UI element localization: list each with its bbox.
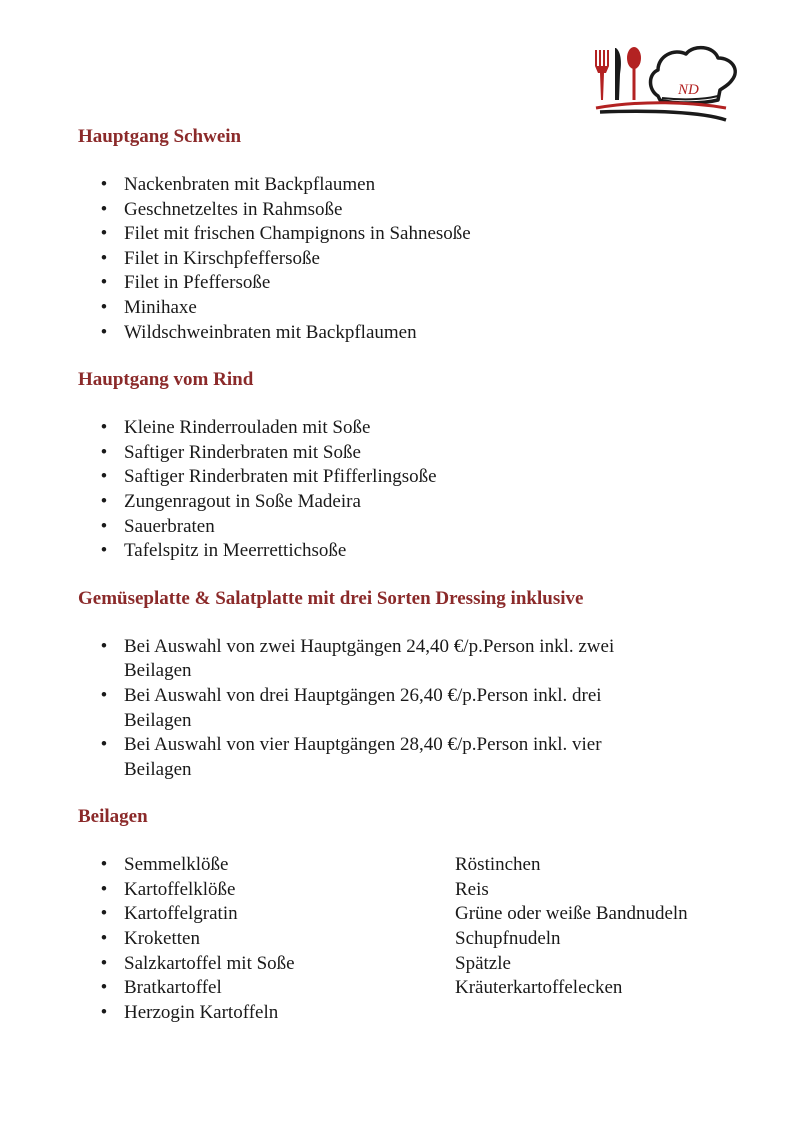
list-item: • Kartoffelgratin (100, 903, 238, 925)
section-title: Hauptgang vom Rind (78, 369, 254, 391)
section-title: Gemüseplatte & Salatplatte mit drei Sorten Dressing inklusive (78, 587, 584, 609)
list-item: • Herzogin Kartoffeln (100, 1001, 279, 1023)
list-item: • Bei Auswahl von drei Hauptgängen 26,40 €/p.Person inkl. drei Beilagen (100, 684, 602, 731)
section-hauptgang-rind (78, 367, 728, 564)
list-item: • Wildschweinbraten mit Backpflaumen (100, 321, 417, 343)
list-item: • Semmelklöße (100, 854, 229, 876)
list-item: • Sauerbraten (100, 515, 215, 537)
beilagen-right-list (455, 853, 688, 1001)
restaurant-logo (592, 40, 742, 124)
list-item: Spätzle (455, 952, 511, 974)
logo-monogram: ND (678, 82, 699, 98)
list-item: • Bei Auswahl von vier Hauptgängen 28,40 €/p.Person inkl. vier Beilagen (100, 734, 602, 780)
item-list (78, 416, 728, 564)
list-item: • Salzkartoffel mit Soße (100, 952, 295, 974)
section-gemueseplatte-preise (78, 586, 728, 783)
list-item: • Zungenragout in Soße Madeira (100, 490, 361, 512)
list-item: Kräuterkartoffelecken (455, 977, 623, 999)
section-hauptgang-schwein (78, 124, 728, 345)
list-item: • Kleine Rinderrouladen mit Soße (100, 417, 371, 439)
list-item: • Bei Auswahl von zwei Hauptgängen 24,40 €/p.Person inkl. zwei Beilagen (100, 635, 615, 682)
list-item: • Filet in Pfeffersoße (100, 272, 271, 294)
knife-icon (615, 48, 621, 100)
list-item: • Tafelspitz in Meerrettichsoße (100, 540, 347, 562)
list-item: • Geschnetzeltes in Rahmsoße (100, 198, 343, 220)
list-item: • Nackenbraten mit Backpflaumen (100, 174, 376, 195)
list-item: • Kroketten (100, 928, 200, 950)
list-item: Reis (455, 878, 489, 900)
list-item: • Filet in Kirschpfeffersoße (100, 247, 320, 269)
list-item: Röstinchen (455, 854, 541, 876)
section-beilagen (78, 804, 728, 1025)
list-item: • Saftiger Rinderbraten mit Pfifferlingsoße (100, 466, 437, 488)
section-title: Hauptgang Schwein (78, 126, 242, 147)
list-item: • Bratkartoffel (100, 977, 222, 999)
list-item: • Filet mit frischen Champignons in Sahnesoße (100, 223, 471, 245)
beilagen-columns (78, 853, 728, 1025)
list-item: • Kartoffelklöße (100, 878, 236, 900)
list-item: Grüne oder weiße Bandnudeln (455, 903, 688, 925)
list-item: • Minihaxe (100, 296, 197, 318)
fork-icon (595, 50, 609, 100)
item-list (78, 173, 728, 345)
section-title: Beilagen (78, 806, 148, 828)
item-list (78, 635, 728, 783)
list-item: Schupfnudeln (455, 928, 561, 950)
list-item: • Saftiger Rinderbraten mit Soße (100, 441, 361, 463)
menu-content (78, 124, 728, 1025)
spoon-icon (627, 47, 641, 100)
